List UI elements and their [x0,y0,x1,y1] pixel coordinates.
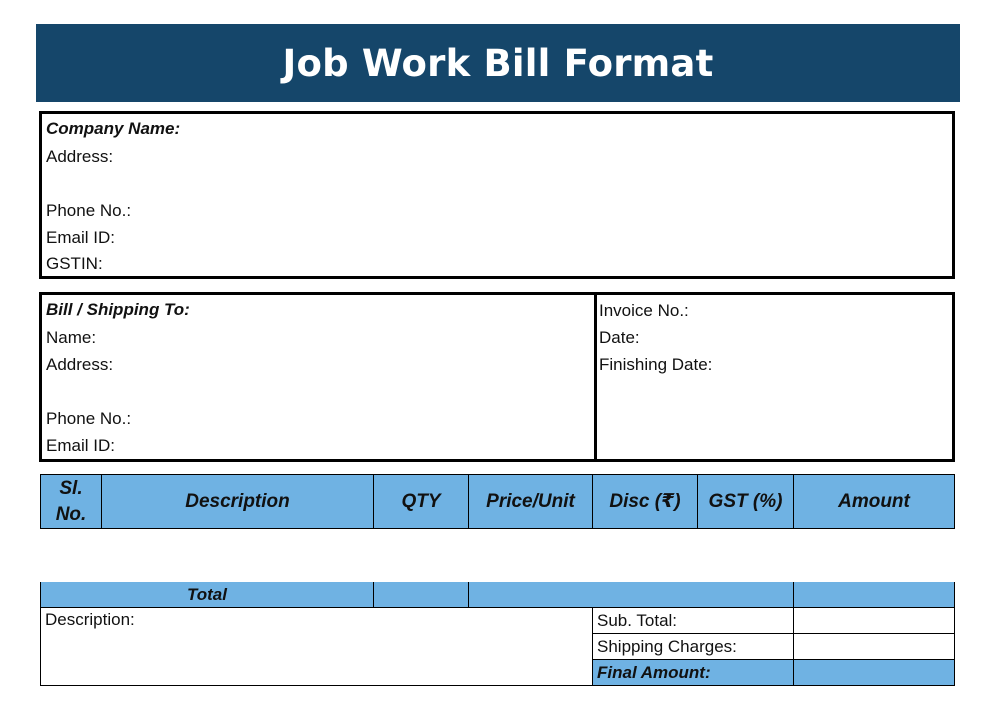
total-middle-cell[interactable] [469,582,794,608]
page-title: Job Work Bill Format [36,24,960,102]
section-divider [594,295,597,459]
company-address-label: Address: [46,147,114,166]
total-qty-cell[interactable] [374,582,469,608]
shipping-name-label: Name: [46,328,97,347]
company-email-label: Email ID: [46,228,115,247]
sub-total-value[interactable] [794,608,955,634]
header-sl-no: Sl. No. [41,475,102,529]
totals-table [40,582,955,686]
total-amount-cell[interactable] [794,582,955,608]
billing-shipping-section [39,292,955,462]
header-discount: Disc (₹) [593,475,698,529]
header-qty: QTY [374,475,469,529]
final-amount-label: Final Amount: [593,660,794,686]
company-gstin-label: GSTIN: [46,254,103,273]
header-gst: GST (%) [698,475,794,529]
invoice-no-label: Invoice No.: [599,301,689,320]
header-amount: Amount [794,475,955,529]
company-details-section [39,111,955,279]
shipping-phone-label: Phone No.: [46,409,132,428]
header-price-unit: Price/Unit [469,475,593,529]
header-description: Description [102,475,374,529]
shipping-charges-value[interactable] [794,634,955,660]
company-name-label: Company Name: [46,119,181,138]
shipping-charges-label: Shipping Charges: [593,634,794,660]
shipping-email-label: Email ID: [46,436,115,455]
description-label[interactable]: Description: [41,608,593,686]
shipping-address-label: Address: [46,355,114,374]
invoice-date-label: Date: [599,328,640,347]
final-amount-value[interactable] [794,660,955,686]
total-label: Total [41,582,374,608]
shipping-heading: Bill / Shipping To: [46,300,190,319]
company-phone-label: Phone No.: [46,201,132,220]
finishing-date-label: Finishing Date: [599,355,713,374]
sub-total-label: Sub. Total: [593,608,794,634]
items-table-header [40,474,955,529]
